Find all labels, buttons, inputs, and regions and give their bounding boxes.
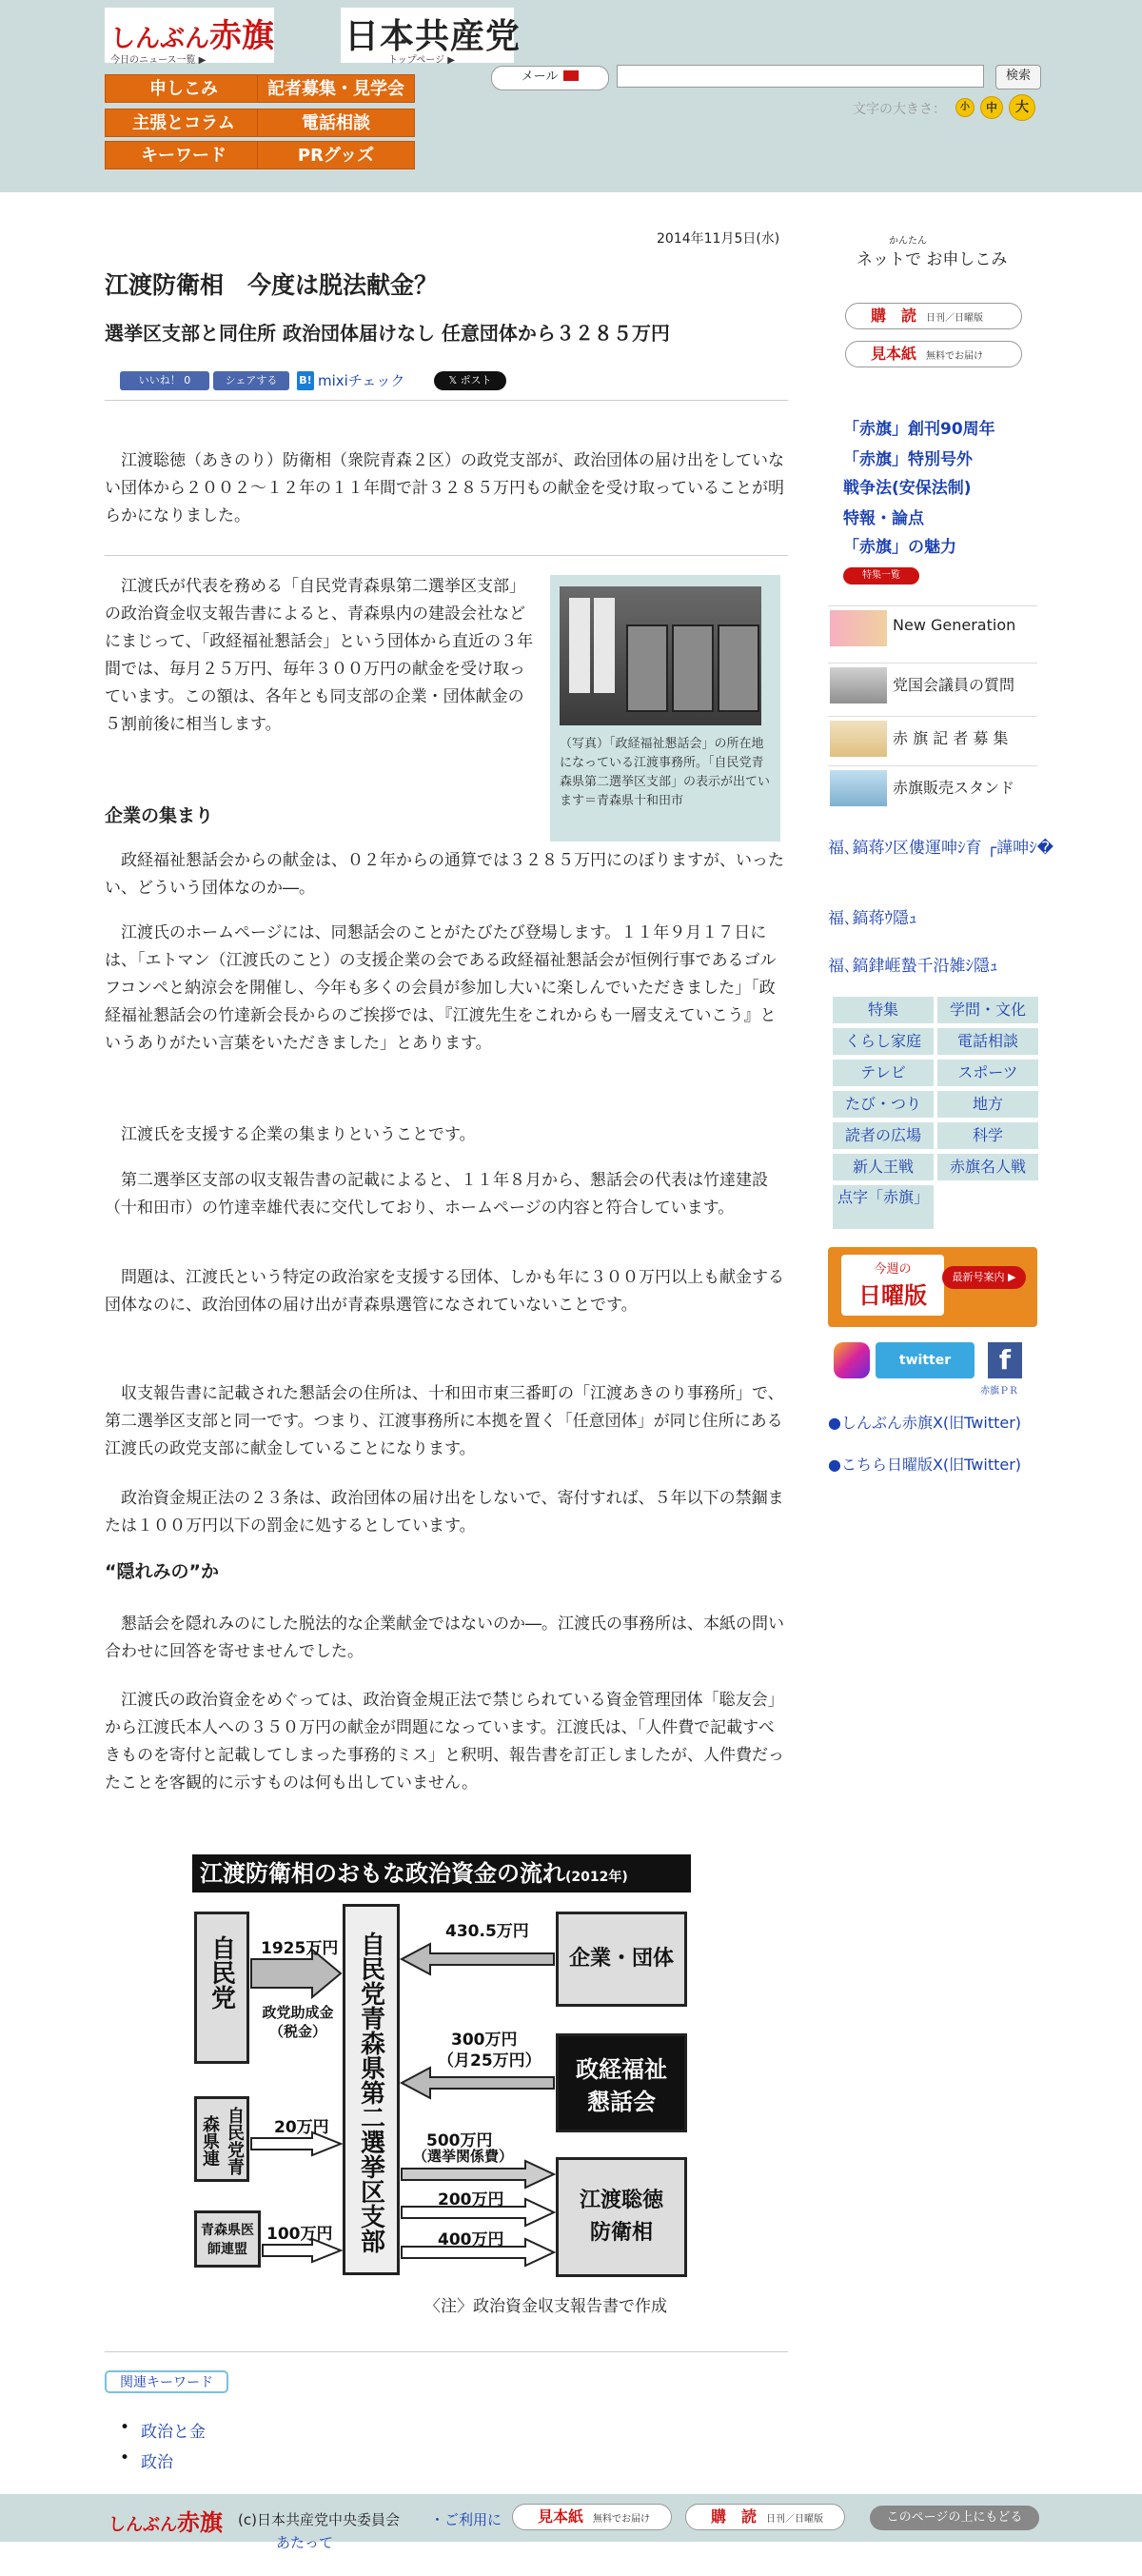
- footer-copyright: (c)日本共産党中央委員会: [238, 2511, 400, 2528]
- poster-window: [718, 624, 759, 712]
- lead-paragraph: 江渡聡徳（あきのり）防衛相（衆院青森２区）の政党支部が、政治団体の届け出をしていない団体から２００２～１２年の１１年間で計３２８５万円もの献金を受け取っていることが明らかになりました。: [105, 451, 784, 525]
- hatena-bookmark-icon[interactable]: B!: [297, 371, 314, 390]
- keyword-link[interactable]: • 政治と金: [141, 2418, 206, 2442]
- sidebar-link-extra[interactable]: 「赤旗」特別号外: [843, 450, 973, 469]
- category-meijin[interactable]: 赤旗名人戦: [936, 1153, 1039, 1181]
- poster-window: [626, 624, 668, 712]
- facebook-share-button[interactable]: シェアする: [213, 371, 289, 390]
- label-jimin: 1925万円: [261, 1939, 339, 1958]
- category-science[interactable]: 科学: [936, 1121, 1039, 1150]
- page-top-button[interactable]: このページの上にもどる: [870, 2506, 1039, 2530]
- sidebar-link-garbled[interactable]: 福､鎬銉崕蟄千沿雑ｼ隱ｭ: [828, 957, 998, 976]
- jcp-logo[interactable]: [341, 8, 522, 66]
- nav-phone[interactable]: 電話相談: [257, 109, 415, 137]
- category-sports[interactable]: スポーツ: [936, 1059, 1039, 1087]
- office-photo-image: [560, 586, 761, 725]
- heading-gathering: 企業の集まり: [105, 805, 214, 826]
- latest-issue-button[interactable]: 最新号案内 ▶: [942, 1266, 1026, 1289]
- label-eto3: 400万円: [438, 2230, 504, 2249]
- x-post-button[interactable]: 𝕏 ポスト: [434, 371, 506, 390]
- label-kondankai-note: （月25万円）: [438, 2051, 541, 2071]
- x-link-akahata[interactable]: ●しんぶん赤旗X(旧Twitter): [828, 1414, 1022, 1432]
- special-list-button[interactable]: 特集一覧: [843, 567, 919, 585]
- akahata-logo[interactable]: [105, 8, 275, 66]
- banner-new-generation[interactable]: New Generation: [828, 605, 1037, 649]
- label-kigyo: 430.5万円: [445, 1922, 529, 1941]
- article-date: 2014年11月5日(水): [657, 231, 780, 247]
- paragraph-9: 懇話会を隠れみのにした脱法的な企業献金ではないのか―。江渡氏の事務所は、本紙の問い合わせに回答を寄せませんでした。: [105, 1615, 784, 1661]
- box-eto: 江渡聡徳防衛相: [556, 2157, 687, 2277]
- heading-hidden: “隠れみの”か: [105, 1561, 219, 1582]
- article-subtitle: 選挙区支部と同住所 政治団体届けなし 任意団体から３２８５万円: [105, 322, 670, 345]
- footer-usage-link[interactable]: ・ご利用に: [430, 2511, 502, 2528]
- newspaper-icon: [830, 721, 887, 757]
- footer-subscribe-button[interactable]: 購 読 日刊／日曜版: [685, 2504, 845, 2530]
- paragraph-6: 問題は、江渡氏という特定の政治家を支援する団体、しかも年に３００万円以上も献金する団体なのに、政治団体の届け出が青森県選管になされていないことです。: [105, 1268, 784, 1315]
- net-apply-title: かんたん ネットで お申しこみ: [856, 246, 1007, 269]
- paragraph-7: 収支報告書に記載された懇話会の住所は、十和田市東三番町の「江渡あきのり事務所」で、第二選挙区支部と同一です。つまり、江渡事務所に本拠を置く「任意団体」が同じ住所にある江渡氏の政党支部に献金していることになります。: [105, 1384, 784, 1458]
- arrow-kigyo: [402, 1944, 554, 1974]
- twitter-follow-button[interactable]: twitter: [876, 1342, 975, 1378]
- label-jimin-note: 政党助成金（税金）: [262, 2004, 334, 2040]
- label-kenren: 20万円: [274, 2118, 329, 2137]
- people-icon: [830, 610, 887, 646]
- paragraph-10: 江渡氏の政治資金をめぐっては、政治資金規正法で禁じられている資金管理団体「聡友会」から江渡氏本人への３５０万円の献金が問題になっています。江渡氏は、「人件費で記載すべきものを寄付と記載してしまった事務的ミス」と釈明、報告書を訂正しましたが、人件費だったことを客観的に示すものは何も出していません。: [105, 1691, 784, 1793]
- font-large-button[interactable]: 大: [1009, 94, 1035, 121]
- font-size-label: 文字の大きさ：: [853, 102, 946, 117]
- sidebar-link-garbled[interactable]: 福､鎬蒋ｳ隱ｭ: [828, 909, 917, 928]
- subscribe-button[interactable]: 購 読 日刊／日曜版: [845, 303, 1022, 329]
- category-phone[interactable]: 電話相談: [936, 1027, 1039, 1056]
- footer-sample-button[interactable]: 見本紙 無料でお届け: [512, 2504, 672, 2530]
- arrow-kondankai: [402, 2068, 554, 2098]
- mail-button[interactable]: [491, 66, 609, 90]
- label-eto1: 500万円: [426, 2131, 493, 2150]
- nav-keyword[interactable]: キーワード: [105, 141, 263, 169]
- facebook-pr-label[interactable]: 赤旗ＰＲ: [980, 1386, 1018, 1397]
- mail-label: メール: [521, 69, 559, 84]
- photo-caption: （写真）「政経福祉懇話会」の所在地になっている江渡事務所。「自民党青森県第二選挙区支部」の表示が出ています＝青森県十和田市: [560, 737, 771, 808]
- label-eto1-note: （選挙関係費）: [413, 2148, 514, 2165]
- footer-akahata-logo[interactable]: しんぶん赤旗: [108, 2509, 223, 2536]
- facebook-icon[interactable]: f: [988, 1342, 1022, 1378]
- sidebar-link-garbled[interactable]: 福､鎬蒋ｿ区僂運呻ｼ育 ┌譁呻ｼ�: [828, 839, 1054, 858]
- sample-paper-button[interactable]: 見本紙 無料でお届け: [845, 341, 1022, 367]
- x-link-sunday[interactable]: ●こちら日曜版X(旧Twitter): [828, 1456, 1022, 1474]
- category-shinjin[interactable]: 新人王戦: [832, 1153, 935, 1181]
- font-medium-button[interactable]: 中: [980, 96, 1003, 119]
- instagram-icon[interactable]: [834, 1342, 870, 1378]
- sidebar-link-tokuho[interactable]: 特報・論点: [843, 509, 924, 528]
- envelope-icon: [563, 70, 579, 81]
- logo-big-text: 赤旗: [209, 17, 275, 55]
- sidebar-link-charm[interactable]: 「赤旗」の魅力: [843, 538, 956, 557]
- sidebar-link-war-law[interactable]: 戦争法(安保法制): [843, 479, 972, 498]
- label-ishi: 100万円: [266, 2225, 333, 2244]
- sign-board: [569, 598, 590, 693]
- font-small-button[interactable]: 小: [955, 98, 975, 117]
- category-travel[interactable]: たび・つり: [832, 1090, 935, 1119]
- nav-pr-goods[interactable]: PRグッズ: [257, 141, 415, 169]
- facebook-like-button[interactable]: いいね！ 0: [120, 371, 209, 390]
- box-jimin: 自民党: [194, 1912, 249, 2064]
- article-title: 江渡防衛相 今度は脱法献金？: [105, 271, 439, 299]
- category-tv[interactable]: テレビ: [832, 1059, 935, 1087]
- sunday-edition-banner[interactable]: [828, 1247, 1037, 1327]
- box-kigyo: 企業・団体: [556, 1912, 687, 2007]
- box-kondankai: 政経福祉懇話会: [556, 2033, 687, 2132]
- label-eto2: 200万円: [438, 2190, 504, 2209]
- category-braille[interactable]: 点字「赤旗」: [832, 1184, 935, 1230]
- divider: [105, 555, 788, 556]
- box-center-branch: 自民党青森県第二選挙区支部: [343, 1904, 400, 2275]
- box-ishi: 青森県医師連盟: [194, 2210, 261, 2268]
- banner-reporter-recruit[interactable]: 赤 旗 記 者 募 集: [828, 716, 1037, 760]
- category-local[interactable]: 地方: [936, 1090, 1039, 1119]
- sunday-title: 日曜版: [858, 1282, 927, 1309]
- mixi-check-button[interactable]: mixiチェック: [318, 372, 405, 389]
- category-culture[interactable]: 学問・文化: [936, 996, 1039, 1024]
- nav-recruit[interactable]: 記者募集・見学会: [257, 74, 415, 103]
- divider: [105, 2351, 788, 2352]
- box-kenren: 自民党青森県連: [194, 2096, 249, 2182]
- banner-diet-questions[interactable]: 党国会議員の質問: [828, 663, 1037, 706]
- sidebar-link-90th[interactable]: 「赤旗」創刊90周年: [843, 420, 995, 439]
- diagram-title: 江渡防衛相のおもな政治資金の流れ(2012年): [192, 1854, 691, 1892]
- sunday-this-week: 今週の: [874, 1262, 912, 1277]
- nav-editorial[interactable]: 主張とコラム: [105, 109, 263, 137]
- diagram-year: (2012年): [565, 1870, 628, 1885]
- diet-building-icon: [830, 667, 887, 703]
- kantan-label: かんたん: [889, 236, 927, 247]
- fund-flow-diagram: [188, 1854, 702, 2319]
- category-home[interactable]: くらし家庭: [832, 1027, 935, 1056]
- paragraph-4: 江渡氏を支援する企業の集まりということです。: [121, 1125, 476, 1144]
- top-page-link[interactable]: トップページ ▶: [388, 55, 455, 66]
- jcp-logo-text: 日本共産党: [345, 17, 522, 56]
- paragraph-8: 政治資金規正法の２３条は、政治団体の届け出をしないで、寄付すれば、５年以下の禁錮または１００万円以下の罰金に処するとしています。: [105, 1489, 784, 1536]
- keyword-link[interactable]: • 政治: [141, 2448, 173, 2472]
- paragraph-3: 江渡氏のホームページには、同懇話会のことがたびたび登場します。１１年９月１７日には、「エトマン（江渡氏のこと）の支援企業の会である政経福祉懇話会が恒例行事であるゴルフコンペと納涼会を開催し、今年も多くの会員が参加し大いに楽しんでいただきました」「政経福祉懇話会の竹達新会長からのご挨拶では、『江渡先生をこれからも一層支えていこう』というありがたい言葉をいただきました」とあります。: [105, 923, 777, 1053]
- paragraph-2: 政経福祉懇話会からの献金は、０２年からの通算では３２８５万円にのぼりますが、いったい、どういう団体なのか―。: [105, 851, 784, 898]
- diagram-note: 〈注〉政治資金収支報告書で作成: [424, 2297, 667, 2316]
- stand-icon: [830, 770, 887, 806]
- category-feature[interactable]: 特集: [832, 996, 935, 1024]
- poster-window: [672, 624, 714, 712]
- footer-usage-link-cont[interactable]: あたって: [276, 2534, 334, 2551]
- related-keywords-label: 関連キーワード: [105, 2370, 228, 2393]
- banner-sales-stand[interactable]: 赤旗販売スタンド: [828, 765, 1037, 809]
- divider: [105, 400, 788, 401]
- search-input[interactable]: [617, 65, 984, 88]
- today-news-link[interactable]: 今日のニュース一覧 ▶: [110, 55, 207, 66]
- nav-apply[interactable]: 申しこみ: [105, 74, 263, 103]
- search-button[interactable]: 検索: [995, 65, 1041, 89]
- paragraph-1: 江渡氏が代表を務める「自民党青森県第二選挙区支部」の政治資金収支報告書によると、青森県内の建設会社などにまじって、「政経福祉懇話会」という団体から直近の３年間では、毎月２５万円、毎年３００万円の献金を受け取っています。この額は、各年とも同支部の企業・団体献金の５割前後に相当します。: [105, 577, 534, 734]
- category-readers[interactable]: 読者の広場: [832, 1121, 935, 1150]
- paragraph-5: 第二選挙区支部の収支報告書の記載によると、１１年８月から、懇話会の代表は竹達建設（十和田市）の竹達幸雄代表に交代しており、ホームページの内容と符合しています。: [105, 1171, 768, 1218]
- sign-board: [594, 598, 615, 693]
- logo-small-text: しんぶん: [110, 25, 210, 53]
- label-kondankai: 300万円: [451, 2031, 518, 2050]
- article-photo: [550, 575, 780, 842]
